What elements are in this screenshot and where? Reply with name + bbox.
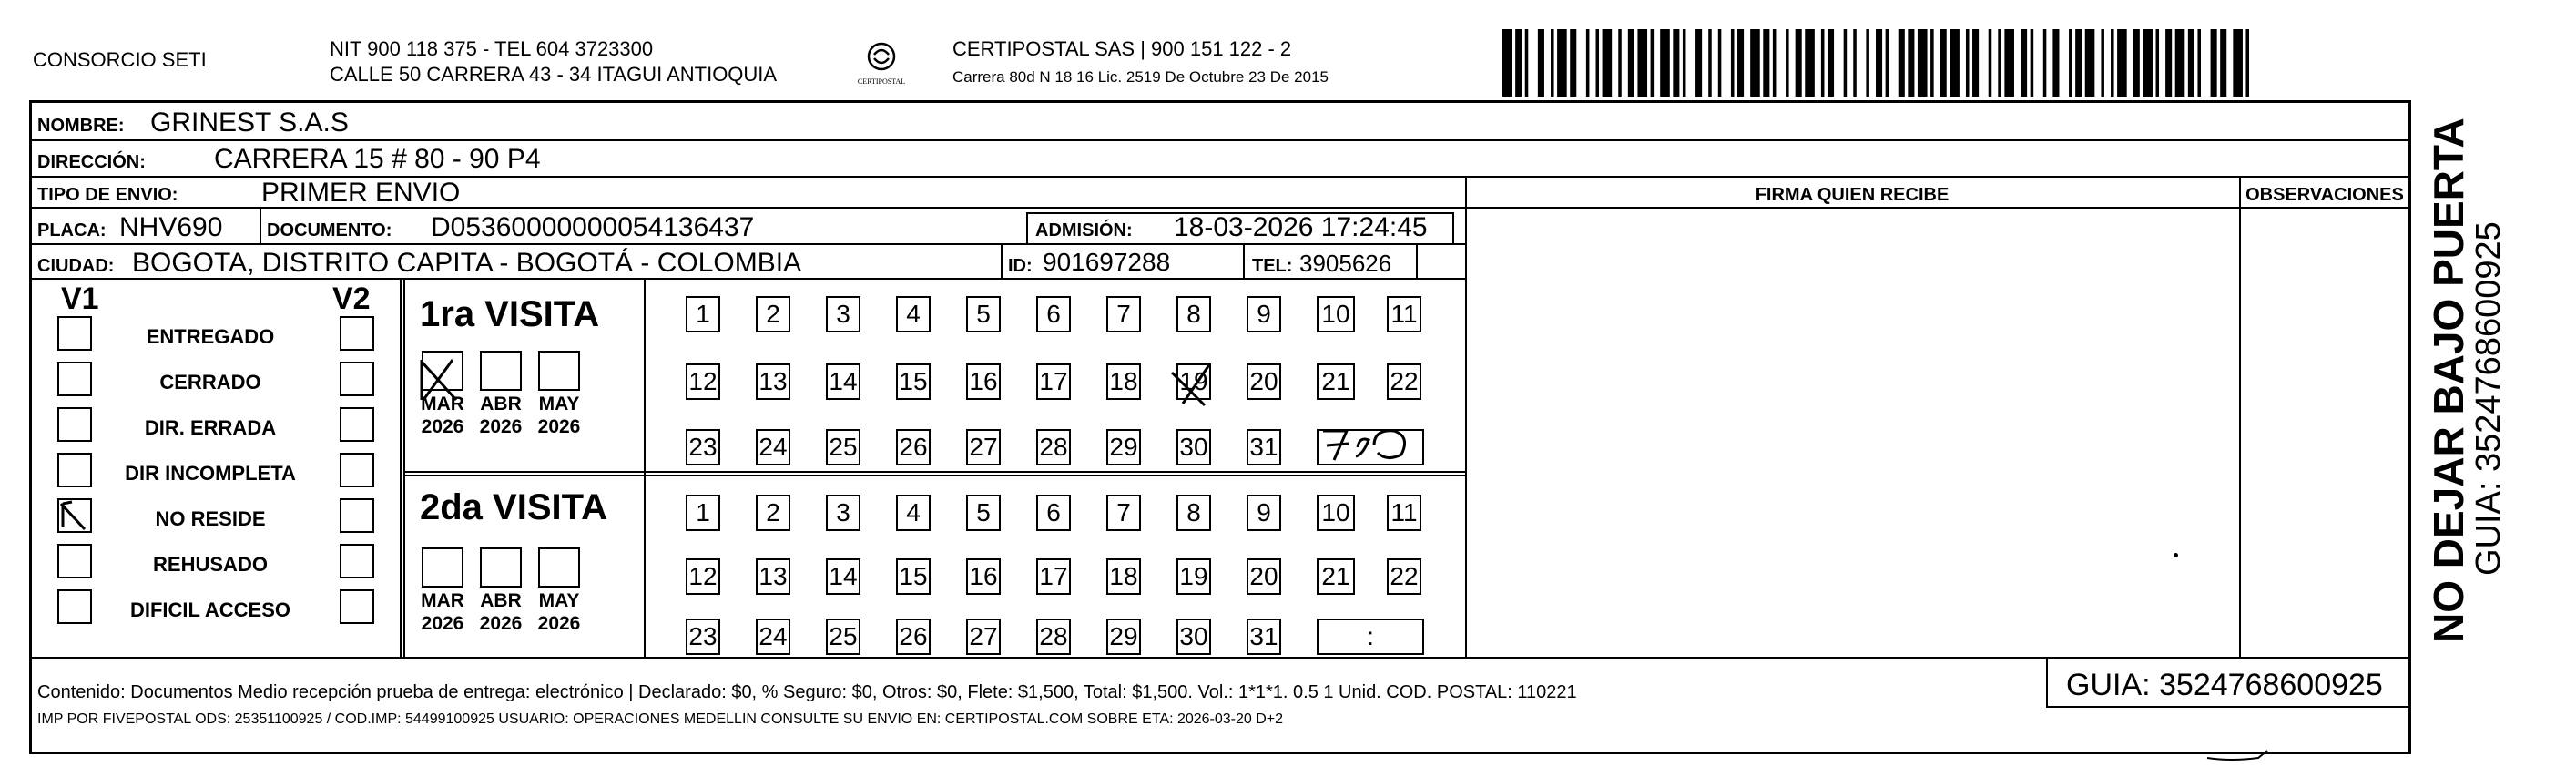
v1-checkbox[interactable] <box>57 544 92 578</box>
second-visit-month-box[interactable] <box>538 547 580 588</box>
second-visit-title: 2da VISITA <box>420 487 607 527</box>
second-visit-day[interactable]: 18 <box>1106 558 1141 595</box>
v2-checkbox[interactable] <box>340 544 374 578</box>
v2-checkbox[interactable] <box>340 362 374 396</box>
second-visit-month-label <box>415 589 470 635</box>
first-visit-day[interactable]: 30 <box>1176 429 1211 465</box>
second-visit-day[interactable]: 8 <box>1176 495 1211 531</box>
logo-caption: CERTIPOSTAL <box>857 77 906 86</box>
v2-checkbox[interactable] <box>340 316 374 351</box>
first-visit-day[interactable]: 24 <box>756 429 790 465</box>
second-visit-day[interactable]: 10 <box>1317 495 1355 531</box>
month-name: MAY <box>538 394 580 414</box>
v1-checkbox[interactable] <box>57 453 92 487</box>
certipostal-line: CERTIPOSTAL SAS | 900 151 122 - 2 <box>952 37 1292 60</box>
second-visit-day[interactable]: 26 <box>896 619 931 655</box>
v2-header: V2 <box>332 281 371 316</box>
first-visit-day[interactable]: 14 <box>826 363 860 400</box>
month-year: 2026 <box>537 416 581 437</box>
tel-label: TEL: <box>1252 256 1293 276</box>
month-year: 2026 <box>421 613 464 634</box>
first-visit-day[interactable]: 2 <box>756 296 790 332</box>
first-visit-day[interactable]: 13 <box>756 363 790 400</box>
second-visit-day[interactable]: 16 <box>966 558 1001 595</box>
ink-dot <box>2174 553 2178 557</box>
v1-checkbox[interactable] <box>57 316 92 351</box>
first-visit-title: 1ra VISITA <box>420 294 600 334</box>
v1-checkbox[interactable] <box>57 589 92 624</box>
status-option-label: NO RESIDE <box>155 507 266 530</box>
direccion-label: DIRECCIÓN: <box>37 152 146 172</box>
first-visit-day[interactable]: 15 <box>896 363 931 400</box>
row-placa <box>32 209 1465 245</box>
second-visit-day[interactable]: 28 <box>1036 619 1071 655</box>
second-visit-day[interactable]: 14 <box>826 558 860 595</box>
placa-value: NHV690 <box>119 212 223 242</box>
second-visit-month-box[interactable] <box>422 547 463 588</box>
second-visit-time-box[interactable]: : <box>1317 619 1424 655</box>
second-visit-day[interactable]: 12 <box>686 558 720 595</box>
second-visit-day[interactable]: 5 <box>966 495 1001 531</box>
placa-label: PLACA: <box>37 220 107 240</box>
footer-line2: IMP POR FIVEPOSTAL ODS: 25351100925 / COD.IMP: 54499100925 USUARIO: OPERACIONES MEDELLIN CONSULTE SU ENVIO EN: CERTIPOSTAL.COM SOBRE ETA: 2026-03-20 D+2 <box>37 711 1284 727</box>
second-visit-day[interactable]: 15 <box>896 558 931 595</box>
first-visit-month-box[interactable] <box>480 351 522 391</box>
admision-value: 18-03-2026 17:24:45 <box>1174 212 1428 242</box>
v1-checkbox[interactable] <box>57 362 92 396</box>
second-visit-day[interactable]: 27 <box>966 619 1001 655</box>
month-name: MAY <box>538 590 580 611</box>
first-visit-day[interactable]: 7 <box>1106 296 1141 332</box>
second-visit-day[interactable]: 19 <box>1176 558 1211 595</box>
first-visit-day[interactable]: 16 <box>966 363 1001 400</box>
first-visit-day[interactable]: 28 <box>1036 429 1071 465</box>
tel-value: 3905626 <box>1299 250 1392 277</box>
documento-value: D05360000000054136437 <box>431 212 755 242</box>
certipostal-logo <box>854 36 909 89</box>
side-warning: NO DEJAR BAJO PUERTA <box>2425 118 2472 643</box>
first-visit-day[interactable]: 20 <box>1247 363 1281 400</box>
row-tipo <box>32 178 1465 209</box>
v1-header: V1 <box>61 281 99 316</box>
second-visit-day[interactable]: 31 <box>1247 619 1281 655</box>
month-name: MAR <box>421 590 464 611</box>
first-visit-day[interactable]: 1 <box>686 296 720 332</box>
signature-squiggle <box>2204 747 2276 765</box>
month-name: MAR <box>421 394 464 414</box>
row-nombre <box>32 103 2408 141</box>
ciudad-label: CIUDAD: <box>37 256 115 276</box>
first-visit-day[interactable]: 10 <box>1317 296 1355 332</box>
first-visit-day[interactable]: 3 <box>826 296 860 332</box>
month-year: 2026 <box>479 613 523 634</box>
nit-line: NIT 900 118 375 - TEL 604 3723300 <box>330 37 654 60</box>
v2-checkbox[interactable] <box>340 407 374 442</box>
second-visit-month-label <box>532 589 586 635</box>
second-visit-day[interactable]: 11 <box>1387 495 1421 531</box>
month-year: 2026 <box>421 416 464 437</box>
id-label: ID: <box>1008 256 1033 276</box>
first-visit-day[interactable]: 29 <box>1106 429 1141 465</box>
id-value: 901697288 <box>1043 248 1171 276</box>
status-option-label: CERRADO <box>159 371 261 394</box>
status-option-label: DIFICIL ACCESO <box>129 598 290 621</box>
admision-label: ADMISIÓN: <box>1035 220 1133 240</box>
footer-line1: Contenido: Documentos Medio recepción prueba de entrega: electrónico | Declarado: $0, % Seguro: $0, Otros: $0, Flete: $1,500, Total: $1,500. Vol.: 1*1*1. 0.5 1 Unid. COD. POSTAL: 110221 <box>37 682 1577 702</box>
second-visit-day[interactable]: 3 <box>826 495 860 531</box>
second-visit-day[interactable]: 23 <box>686 619 720 655</box>
first-visit-day[interactable]: 4 <box>896 296 931 332</box>
first-visit-day[interactable]: 22 <box>1387 363 1421 400</box>
second-visit-day[interactable]: 24 <box>756 619 790 655</box>
second-visit-day[interactable]: 20 <box>1247 558 1281 595</box>
side-guia: GUIA: 3524768600925 <box>2469 221 2508 576</box>
second-visit-day[interactable]: 17 <box>1036 558 1071 595</box>
observaciones-header: OBSERVACIONES <box>2245 185 2404 205</box>
row-ciudad <box>32 245 1465 280</box>
ciudad-value: BOGOTA, DISTRITO CAPITA - BOGOTÁ - COLOMBIA <box>132 248 802 278</box>
month-name: ABR <box>480 590 522 611</box>
row-direccion <box>32 141 2408 178</box>
second-visit-day[interactable]: 6 <box>1036 495 1071 531</box>
second-visit-day[interactable]: 22 <box>1387 558 1421 595</box>
v2-checkbox[interactable] <box>340 453 374 487</box>
second-visit-day[interactable]: 29 <box>1106 619 1141 655</box>
first-visit-day[interactable]: 21 <box>1317 363 1355 400</box>
v2-checkbox[interactable] <box>340 589 374 624</box>
handwritten-check-no-reside <box>57 498 92 533</box>
first-visit-day[interactable]: 12 <box>686 363 720 400</box>
second-visit-month-box[interactable] <box>480 547 522 588</box>
first-visit-day[interactable]: 31 <box>1247 429 1281 465</box>
documento-label: DOCUMENTO: <box>267 220 392 240</box>
status-option-label: DIR. ERRADA <box>144 416 277 439</box>
tipo-label: TIPO DE ENVIO: <box>37 185 178 205</box>
first-visit-month-box[interactable] <box>538 351 580 391</box>
second-visit-day[interactable]: 21 <box>1317 558 1355 595</box>
second-visit-day[interactable]: 9 <box>1247 495 1281 531</box>
first-visit-day[interactable]: 9 <box>1247 296 1281 332</box>
first-visit-day[interactable]: 8 <box>1176 296 1211 332</box>
second-visit-month-label <box>473 589 528 635</box>
direccion-value: CARRERA 15 # 80 - 90 P4 <box>214 144 541 174</box>
status-option-label: DIR INCOMPLETA <box>125 462 296 485</box>
first-visit-day[interactable]: 18 <box>1106 363 1141 400</box>
v1-checkbox[interactable] <box>57 407 92 442</box>
second-visit-day[interactable]: 30 <box>1176 619 1211 655</box>
first-visit-day[interactable]: 19 <box>1176 363 1211 400</box>
nombre-value: GRINEST S.A.S <box>150 107 349 138</box>
first-visit-day[interactable]: 17 <box>1036 363 1071 400</box>
first-visit-day[interactable]: 5 <box>966 296 1001 332</box>
nombre-label: NOMBRE: <box>37 116 125 136</box>
second-visit-day[interactable]: 2 <box>756 495 790 531</box>
tipo-value: PRIMER ENVIO <box>261 178 461 208</box>
status-option-label: REHUSADO <box>153 553 268 576</box>
second-visit-day[interactable]: 4 <box>896 495 931 531</box>
month-name: ABR <box>480 394 522 414</box>
month-year: 2026 <box>537 613 581 634</box>
handwritten-x-mar <box>416 356 463 407</box>
license-line: Carrera 80d N 18 16 Lic. 2519 De Octubre 23 De 2015 <box>952 68 1329 86</box>
first-visit-month-label <box>532 393 586 438</box>
status-option-label: ENTREGADO <box>146 325 275 348</box>
company-name: CONSORCIO SETI <box>33 48 207 71</box>
first-visit-day[interactable]: 25 <box>826 429 860 465</box>
address-line: CALLE 50 CARRERA 43 - 34 ITAGUI ANTIOQUIA <box>330 63 778 86</box>
second-visit-day[interactable]: 1 <box>686 495 720 531</box>
first-visit-day[interactable]: 23 <box>686 429 720 465</box>
second-visit-day[interactable]: 25 <box>826 619 860 655</box>
first-visit-day[interactable]: 11 <box>1387 296 1421 332</box>
delivery-form <box>29 100 2411 754</box>
handwritten-time <box>1310 420 1456 465</box>
barcode <box>1502 29 2249 97</box>
first-visit-day[interactable]: 27 <box>966 429 1001 465</box>
second-visit-day[interactable]: 13 <box>756 558 790 595</box>
first-visit-day[interactable]: 6 <box>1036 296 1071 332</box>
month-year: 2026 <box>479 416 523 437</box>
handwritten-x-19 <box>1170 360 1228 411</box>
firma-header: FIRMA QUIEN RECIBE <box>1755 185 1950 205</box>
first-visit-month-label <box>473 393 528 438</box>
guia-number: GUIA: 3524768600925 <box>2066 668 2383 702</box>
second-visit-day[interactable]: 7 <box>1106 495 1141 531</box>
first-visit-day[interactable]: 26 <box>896 429 931 465</box>
v2-checkbox[interactable] <box>340 498 374 533</box>
